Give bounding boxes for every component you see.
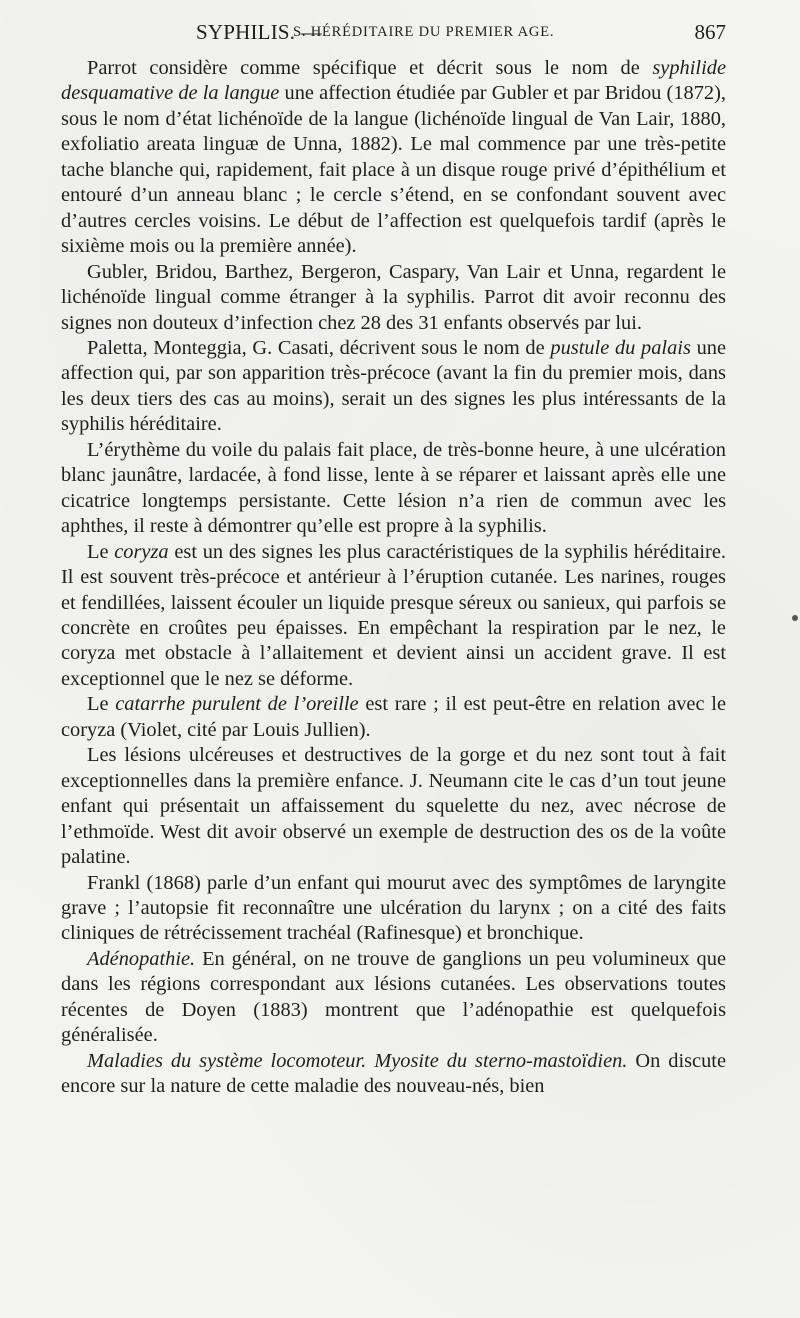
italic-run: Maladies du système locomoteur. Myosite du sterno-mastoïdien. bbox=[87, 1049, 628, 1072]
paragraph bbox=[61, 743, 726, 870]
paragraph bbox=[61, 1049, 726, 1100]
text-run: Frankl (1868) parle d’un enfant qui mourut avec des symptômes de laryngite grave ; l’autopsie fit reconnaître une ulcération du larynx ; on a cité des faits cliniques de rétrécissement trachéal (Rafinesque) et bronchique. bbox=[61, 871, 726, 945]
page-number: 867 bbox=[694, 20, 726, 44]
text-run: est un des signes les plus caractéristiques de la syphilis héréditaire. Il est souvent très-précoce et antérieur à l’éruption cutanée. Les narines, rouges et fendillées, laissent écouler un liquide presque séreux ou sanieux, qui parfois se concrète en croûtes peu épaisses. En empêchant la respiration par le nez, le coryza met obstacle à l’allaitement et devient ainsi un accident grave. Il est exceptionnel que le nez se déforme. bbox=[61, 540, 726, 690]
text-run: Parrot considère comme spécifique et décrit sous le nom de bbox=[87, 57, 653, 79]
text-run: une affection qui, par son apparition très-précoce (avant la fin du premier mois, dans les deux tiers des cas au moins), serait un des signes les plus intéressants de la syphilis héréditaire. bbox=[61, 336, 727, 436]
text-run: une affection étudiée par Gubler et par Bridou (1872), sous le nom d’état lichénoïde de la langue (lichénoïde lingual de Van Lair, 1880, exfoliatio areata linguæ de Unna, 1882). Le mal commence par une très-petite tache blanche qui, rapidement, fait place à un disque rouge privé d’épithélium et entouré d’un anneau blanc ; le cercle s’étend, en se confondant souvent avec d’autres cercles voisins. Le début de l’affection est quelquefois tardif (après le sixième mois ou la première année). bbox=[61, 82, 726, 258]
running-head bbox=[196, 20, 726, 50]
italic-run: pustule du palais bbox=[550, 336, 691, 359]
italic-run: coryza bbox=[114, 540, 169, 563]
paragraph bbox=[61, 336, 726, 438]
paragraph bbox=[61, 871, 726, 947]
paragraph bbox=[61, 438, 726, 540]
paragraph bbox=[61, 540, 726, 693]
paragraph bbox=[61, 260, 726, 336]
running-head-title: SYPHILIS. — bbox=[196, 20, 322, 44]
text-run: est rare ; il est peut-être en relation avec le coryza (Violet, cité par Louis Jullien). bbox=[61, 693, 726, 741]
paragraph bbox=[61, 947, 726, 1049]
text-run: Gubler, Bridou, Barthez, Bergeron, Caspary, Van Lair et Unna, regardent le lichénoïde lingual comme étranger à la syphilis. Parrot dit avoir reconnu des signes non douteux d’infection chez 28 des 31 enfants observés par lui. bbox=[61, 260, 726, 334]
text-run: En général, on ne trouve de ganglions un peu volumineux que dans les régions correspondant aux lésions cutanées. Les observations toutes récentes de Doyen (1883) montrent que l’adénopathie est quelquefois généralisée. bbox=[61, 947, 726, 1047]
text-run: Le bbox=[87, 693, 116, 716]
italic-run: Adénopathie. bbox=[87, 947, 196, 970]
margin-dot bbox=[792, 615, 798, 621]
body-text bbox=[61, 56, 726, 1100]
text-run: Paletta, Monteggia, G. Casati, décrivent sous le nom de bbox=[87, 336, 551, 359]
text-run: L’érythème du voile du palais fait place, de très-bonne heure, à une ulcération blanc jaunâtre, lardacée, à fond lisse, lente à se réparer et laissant après elle une cicatrice longtemps persistante. Cette lésion n’a rien de commun avec les aphthes, il reste à démontrer qu’elle est propre à la syphilis. bbox=[61, 438, 726, 538]
paragraph bbox=[61, 692, 726, 743]
text-run: Le bbox=[87, 540, 115, 563]
italic-run: syphilide desquamative de la langue bbox=[61, 57, 726, 105]
text-run: Les lésions ulcéreuses et destructives de la gorge et du nez sont tout à fait exceptionnelles dans la première enfance. J. Neumann cite le cas d’un tout jeune enfant qui présentait un affaissement du squelette du nez, avec nécrose de l’ethmoïde. West dit avoir observé un exemple de destruction des os de la voûte palatine. bbox=[61, 744, 726, 869]
italic-run: catarrhe purulent de l’oreille bbox=[115, 693, 359, 716]
paragraph bbox=[61, 56, 726, 260]
text-run: On discute encore sur la nature de cette maladie des nouveau-nés, bien bbox=[61, 1049, 727, 1098]
running-head-subtitle: S. HÉRÉDITAIRE DU PREMIER AGE. bbox=[293, 24, 555, 40]
